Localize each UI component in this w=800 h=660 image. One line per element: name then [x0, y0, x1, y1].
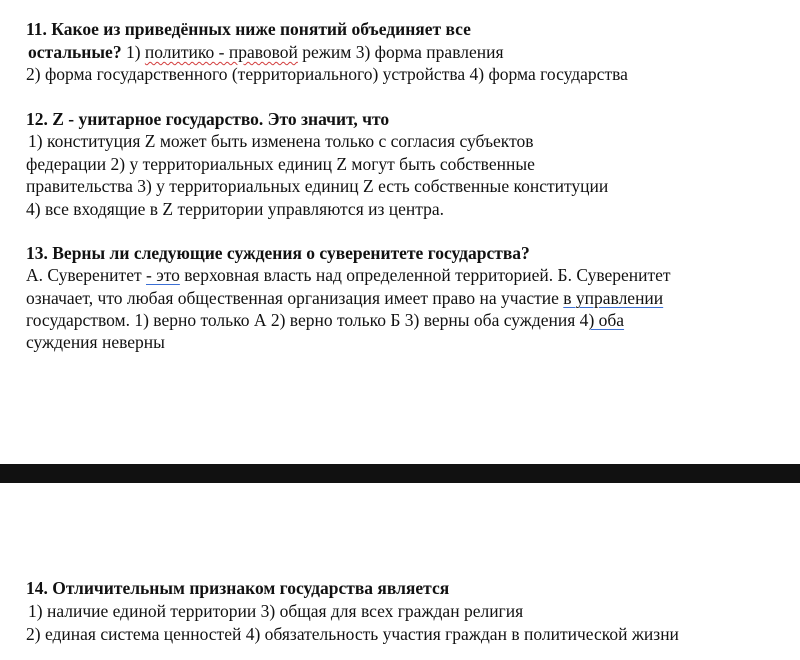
question-12-line-4: 4) все входящие в Z территории управляются из центра.	[26, 199, 445, 219]
question-14-line-2: 2) единая система ценностей 4) обязательность участия граждан в политической жизни	[26, 624, 679, 644]
grammar-underlined-text: в управлении	[563, 288, 664, 308]
page-divider	[0, 464, 800, 483]
question-11-title: 11. Какое из приведённых ниже понятий объединяет все	[26, 19, 471, 39]
question-13-line-2: означает, что любая общественная организация имеет право на участие в управлении	[26, 288, 664, 308]
question-11-line-2: остальные? 1) политико - правовой режим 3) форма правления	[28, 42, 504, 62]
grammar-underlined-text: ) оба	[588, 310, 625, 330]
question-12-title: 12. Z - унитарное государство. Это значит, что	[26, 109, 390, 129]
question-14-title: 14. Отличительным признаком государства является	[26, 578, 450, 598]
question-12-line-1: 1) конституция Z может быть изменена только с согласия субъектов	[28, 131, 534, 151]
spellcheck-underlined-text: политико - правовой	[144, 42, 298, 62]
question-13-title: 13. Верны ли следующие суждения о суверенитете государства?	[26, 243, 530, 263]
question-12-line-3: правительства 3) у территориальных единиц Z есть собственные конституции	[26, 176, 609, 196]
question-14-line-1: 1) наличие единой территории 3) общая для всех граждан религия	[28, 601, 524, 621]
question-11-line-3: 2) форма государственного (территориального) устройства 4) форма государства	[26, 64, 628, 84]
question-13-line-4: суждения неверны	[26, 332, 165, 352]
question-13-line-1: А. Суверенитет - это верховная власть над определенной территорией. Б. Суверенитет	[26, 265, 671, 285]
question-13-line-3: государством. 1) верно только А 2) верно только Б 3) верны оба суждения 4) оба	[26, 310, 625, 330]
question-12-line-2: федерации 2) у территориальных единиц Z могут быть собственные	[26, 154, 535, 174]
grammar-underlined-text: - это	[146, 265, 180, 285]
